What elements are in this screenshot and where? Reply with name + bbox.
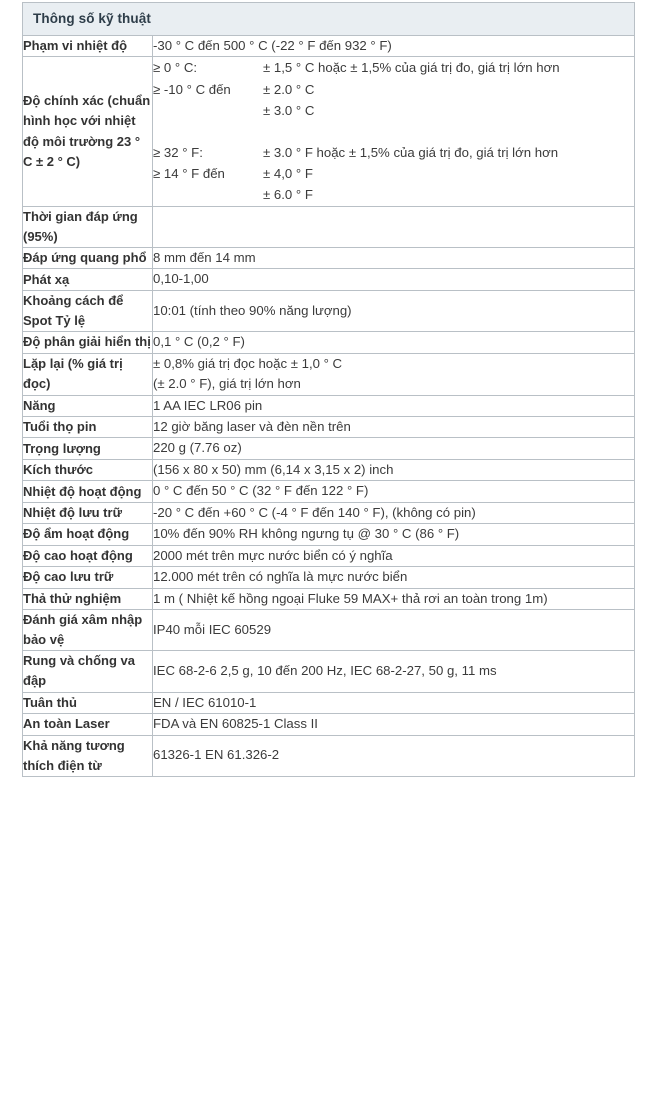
accuracy-tolerance: ± 1,5 ° C hoặc ± 1,5% của giá trị đo, giá trị lớn hơn: [263, 60, 560, 76]
table-row: [23, 395, 635, 416]
accuracy-range: ≥ 0 ° C:: [153, 60, 198, 76]
spec-value-text: 8 mm đến 14 mm: [153, 249, 256, 265]
spec-value: [153, 651, 635, 692]
spec-label: Rung và chống va đập: [23, 651, 153, 692]
accuracy-range: [153, 100, 263, 121]
spec-value-text: 10:01 (tính theo 90% năng lượng): [153, 302, 352, 318]
spec-value: [153, 36, 635, 57]
table-row: [23, 502, 635, 523]
spec-value-accuracy: [153, 57, 635, 206]
accuracy-line: [153, 142, 634, 163]
spec-value-text: 0,1 ° C (0,2 ° F): [153, 334, 245, 350]
spec-value-text: 0,10-1,00: [153, 271, 209, 287]
table-row: [23, 459, 635, 480]
table-row: [23, 57, 635, 206]
table-row: [23, 206, 635, 247]
spec-label: Độ cao hoạt động: [23, 545, 153, 566]
table-row: [23, 651, 635, 692]
spec-value-text: 10% đến 90% RH không ngưng tụ @ 30 ° C (86 ° F): [153, 526, 460, 542]
spec-value: [153, 416, 635, 437]
spec-label: Nhiệt độ hoạt động: [23, 481, 153, 502]
spec-value-text: IEC 68-2-6 2,5 g, 10 đến 200 Hz, IEC 68-2-27, 50 g, 11 ms: [153, 663, 497, 679]
spec-label: Độ phân giải hiển thị: [23, 332, 153, 353]
spec-label: Tuổi thọ pin: [23, 416, 153, 437]
spec-value-text: 1 AA IEC LR06 pin: [153, 397, 263, 413]
spec-label: An toàn Laser: [23, 714, 153, 735]
accuracy-range: ≥ 14 ° F đến: [153, 165, 225, 181]
spec-value: [153, 353, 635, 395]
spec-label: Đánh giá xâm nhập bảo vệ: [23, 610, 153, 651]
spec-label: Năng: [23, 395, 153, 416]
table-row: [23, 588, 635, 609]
spec-value-line: ± 0,8% giá trị đọc hoặc ± 1,0 ° C: [153, 355, 343, 371]
spec-value-text: 61326-1 EN 61.326-2: [153, 747, 280, 763]
accuracy-range: ≥ -10 ° C đến: [153, 81, 231, 97]
spec-label: Thời gian đáp ứng (95%): [23, 206, 153, 247]
spec-value: [153, 588, 635, 609]
table-row: [23, 692, 635, 713]
spec-label: Khả năng tương thích điện từ: [23, 735, 153, 776]
specifications-table: [22, 2, 635, 777]
spec-value-text: 12 giờ băng laser và đèn nền trên: [153, 418, 351, 434]
spec-value: [153, 735, 635, 776]
accuracy-tolerance: ± 2.0 ° C: [263, 81, 315, 97]
spec-value: [153, 524, 635, 545]
spec-value: [153, 714, 635, 735]
spec-label: Đáp ứng quang phổ: [23, 247, 153, 268]
spec-label: Độ chính xác (chuẩn hình học với nhiệt độ môi trường 23 ° C ± 2 ° C): [23, 57, 153, 206]
spec-label: Kích thước: [23, 459, 153, 480]
table-row: [23, 290, 635, 331]
table-row: [23, 567, 635, 588]
table-row: [23, 735, 635, 776]
spec-label: Phát xạ: [23, 269, 153, 290]
spec-value: [153, 438, 635, 459]
spec-value: [153, 332, 635, 353]
spec-label: Lặp lại (% giá trị đọc): [23, 353, 153, 395]
accuracy-group: [153, 142, 634, 206]
table-row: [23, 36, 635, 57]
table-row: [23, 545, 635, 566]
accuracy-tolerance: ± 3.0 ° F hoặc ± 1,5% của giá trị đo, giá trị lớn hơn: [263, 144, 559, 160]
table-row: [23, 353, 635, 395]
table-row: [23, 247, 635, 268]
table-row: [23, 481, 635, 502]
spec-value: [153, 459, 635, 480]
spec-value-text: 2000 mét trên mực nước biển có ý nghĩa: [153, 547, 393, 563]
spec-value-line: (± 2.0 ° F), giá trị lớn hơn: [153, 376, 301, 392]
spec-value-text: IP40 mỗi IEC 60529: [153, 621, 272, 637]
spec-value: [153, 290, 635, 331]
spec-label: Độ cao lưu trữ: [23, 567, 153, 588]
spec-label: Phạm vi nhiệt độ: [23, 36, 153, 57]
spec-value-text: 1 m ( Nhiệt kế hồng ngoại Fluke 59 MAX+ thả rơi an toàn trong 1m): [153, 590, 548, 606]
table-caption-row: [23, 3, 635, 36]
spec-label: Độ ẩm hoạt động: [23, 524, 153, 545]
spec-value-text: (156 x 80 x 50) mm (6,14 x 3,15 x 2) inch: [153, 461, 394, 477]
table-caption: Thông số kỹ thuật: [23, 3, 635, 36]
accuracy-line: [153, 100, 634, 121]
spec-label: Khoảng cách để Spot Tỷ lệ: [23, 290, 153, 331]
spec-value-text: FDA và EN 60825-1 Class II: [153, 716, 318, 732]
spec-value: [153, 692, 635, 713]
spec-value: [153, 502, 635, 523]
spec-value-text: -20 ° C đến +60 ° C (-4 ° F đến 140 ° F), (không có pin): [153, 504, 476, 520]
spec-value: [153, 206, 635, 247]
accuracy-line: [153, 57, 634, 78]
accuracy-line: [153, 163, 634, 184]
accuracy-range: ≥ 32 ° F:: [153, 144, 203, 160]
spec-value: [153, 567, 635, 588]
spec-value-text: 220 g (7.76 oz): [153, 440, 242, 456]
spec-value-text: 0 ° C đến 50 ° C (32 ° F đến 122 ° F): [153, 483, 369, 499]
table-row: [23, 332, 635, 353]
spec-value-text: EN / IEC 61010-1: [153, 694, 257, 710]
spec-label: Thả thử nghiệm: [23, 588, 153, 609]
spec-value: [153, 545, 635, 566]
accuracy-line: [153, 184, 634, 205]
spec-label: Nhiệt độ lưu trữ: [23, 502, 153, 523]
accuracy-tolerance: ± 4,0 ° F: [263, 165, 313, 181]
table-row: [23, 610, 635, 651]
table-row: [23, 416, 635, 437]
accuracy-line: [153, 79, 634, 100]
accuracy-group: [153, 57, 634, 121]
accuracy-tolerance: ± 3.0 ° C: [263, 103, 315, 119]
table-row: [23, 714, 635, 735]
accuracy-range: [153, 184, 263, 205]
spec-value: [153, 481, 635, 502]
spec-value-text: 12.000 mét trên có nghĩa là mực nước biển: [153, 569, 408, 585]
spec-value: [153, 610, 635, 651]
spec-value-text: -30 ° C đến 500 ° C (-22 ° F đến 932 ° F): [153, 38, 392, 53]
table-body: [23, 3, 635, 777]
spec-value: [153, 269, 635, 290]
table-row: [23, 524, 635, 545]
accuracy-group-spacer: [153, 122, 634, 142]
accuracy-tolerance: ± 6.0 ° F: [263, 187, 313, 203]
table-row: [23, 438, 635, 459]
spec-label: Tuân thủ: [23, 692, 153, 713]
spec-value: [153, 395, 635, 416]
table-row: [23, 269, 635, 290]
spec-label: Trọng lượng: [23, 438, 153, 459]
spec-value: [153, 247, 635, 268]
